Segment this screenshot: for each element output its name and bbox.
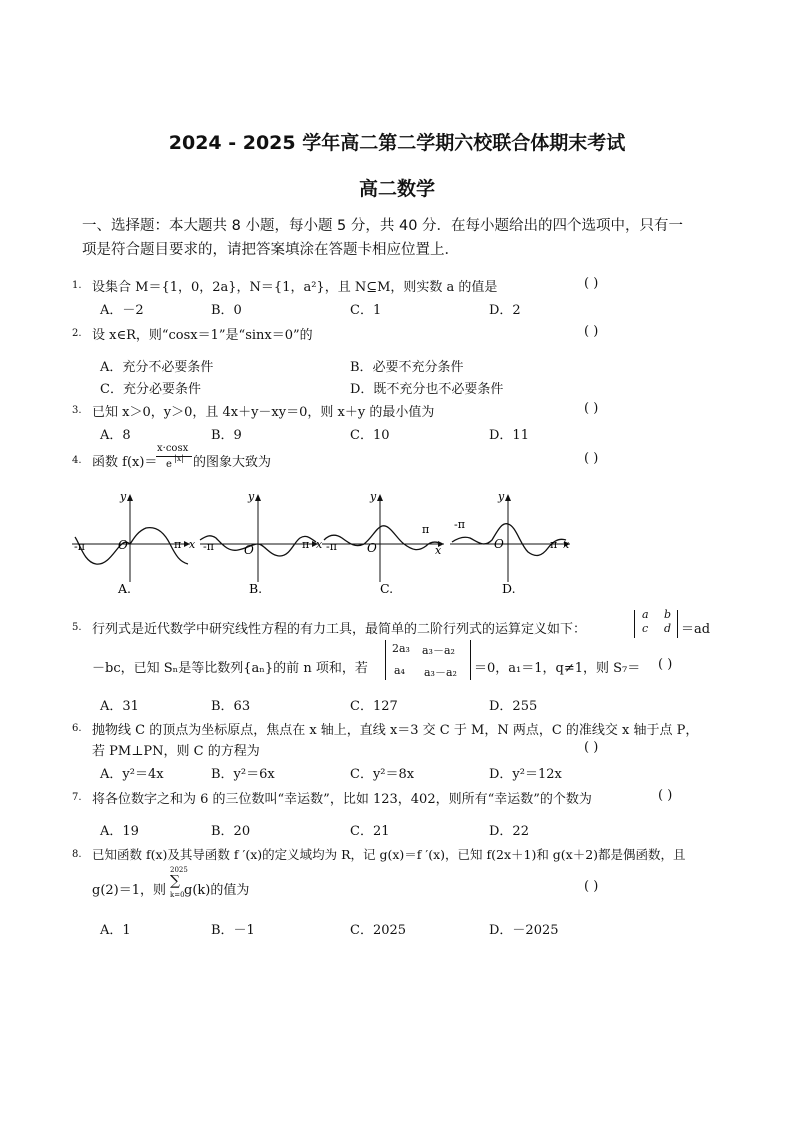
q4-fraction-denominator: e	[166, 459, 172, 470]
section-intro-line1: 一、选择题：本大题共 8 小题，每小题 5 分，共 40 分．在每小题给出的四个选项中，只有一	[82, 218, 684, 234]
q3-option-b: B．9	[211, 428, 242, 443]
graph-a-label: A.	[118, 581, 132, 596]
graph-a-neg-pi: -π	[74, 540, 85, 553]
q1-option-a: A．－2	[100, 303, 144, 318]
q5-number: 5.	[72, 622, 82, 633]
q4-answer-paren: ( )	[584, 451, 599, 466]
q8-option-a: A．1	[100, 923, 131, 938]
graph-c-label: C.	[380, 581, 394, 596]
q3-answer-paren: ( )	[584, 401, 599, 416]
q2-option-d: D．既不充分也不必要条件	[350, 382, 504, 397]
graph-d-y: y	[498, 490, 505, 503]
graph-c-neg-pi: -π	[326, 540, 337, 553]
graph-c-x: x	[435, 544, 442, 557]
q5-stem-line2-post: ＝0，a₁＝1，q≠1，则 S₇＝	[474, 661, 641, 676]
graph-a	[72, 490, 196, 596]
q7-option-d: D．22	[489, 824, 529, 839]
graph-c-origin: O	[367, 541, 377, 555]
graph-b-label: B.	[249, 581, 263, 596]
q4-stem-post: 的图象大致为	[193, 455, 272, 470]
q4-number: 4.	[72, 455, 82, 466]
q5-det2-a21: a₄	[394, 664, 405, 677]
q4-fraction-exponent: |x|	[174, 454, 184, 463]
q2-answer-paren: ( )	[584, 324, 599, 339]
graph-a-pi: π	[174, 538, 182, 551]
q5-det1-b: b	[664, 608, 672, 621]
q1-answer-paren: ( )	[584, 276, 599, 291]
q7-number: 7.	[72, 792, 82, 803]
q8-stem-line2-pre: g(2)＝1，则	[92, 883, 167, 898]
graph-c-y: y	[370, 490, 377, 503]
q7-answer-paren: ( )	[658, 788, 673, 803]
q3-number: 3.	[72, 405, 82, 416]
q5-det2-a11: 2a₃	[392, 642, 410, 655]
q6-option-b: B．y²＝6x	[211, 767, 275, 782]
q5-det1-d: d	[664, 622, 672, 635]
q1-option-d: D．2	[489, 303, 521, 318]
q4-fraction-numerator: x·cosx	[157, 443, 189, 454]
q5-det1-rhs: ＝ad	[681, 622, 711, 637]
q2-option-a: A．充分不必要条件	[100, 360, 214, 375]
q5-stem-line1: 行列式是近代数学中研究线性方程的有力工具，最简单的二阶行列式的运算定义如下：	[92, 622, 587, 637]
subject-title: 高二数学	[358, 178, 435, 200]
q7-option-a: A．19	[100, 824, 139, 839]
graph-d-neg-pi: -π	[454, 518, 465, 531]
q2-stem: 设 x∈R，则“cosx＝1”是“sinx＝0”的	[92, 328, 313, 343]
q8-option-c: C．2025	[350, 923, 407, 938]
q8-number: 8.	[72, 849, 82, 860]
graph-d-label: D.	[502, 581, 516, 596]
q3-option-c: C．10	[350, 428, 390, 443]
graph-a-x: x	[189, 538, 196, 551]
q8-sum-upper: 2025	[170, 866, 188, 874]
q3-option-d: D．11	[489, 428, 529, 443]
graph-d	[450, 490, 570, 596]
q5-option-d: D．255	[489, 699, 538, 714]
q8-stem-line2-post: g(k)的值为	[184, 883, 250, 898]
q8-option-b: B．－1	[211, 923, 255, 938]
graph-b-x: x	[316, 538, 323, 551]
q8-option-d: D．－2025	[489, 923, 559, 938]
graph-b	[200, 490, 323, 596]
graph-b-origin: O	[244, 543, 254, 557]
q5-option-c: C．127	[350, 699, 398, 714]
q7-option-c: C．21	[350, 824, 390, 839]
graph-b-y: y	[248, 490, 255, 503]
q8-answer-paren: ( )	[584, 879, 599, 894]
graph-d-pi: π	[550, 538, 558, 551]
q6-option-d: D．y²＝12x	[489, 767, 562, 782]
graph-a-origin: O	[118, 538, 128, 552]
q7-stem: 将各位数字之和为 6 的三位数叫“幸运数”，比如 123，402，则所有“幸运数”的个数为	[92, 792, 592, 807]
q8-sum-lower: k=0	[170, 891, 185, 899]
q6-answer-paren: ( )	[584, 740, 599, 755]
q5-option-b: B．63	[211, 699, 251, 714]
q4-stem-pre: 函数 f(x)＝	[92, 455, 158, 470]
q3-option-a: A．8	[100, 428, 131, 443]
graph-b-neg-pi: -π	[203, 540, 214, 553]
q5-determinant-2	[385, 640, 471, 680]
q1-number: 1.	[72, 280, 82, 291]
graph-b-pi: π	[302, 538, 310, 551]
q8-sum-sigma: ∑	[170, 873, 180, 889]
section-intro-line2: 项是符合题目要求的，请把答案填涂在答题卡相应位置上．	[82, 242, 459, 258]
q1-option-c: C．1	[350, 303, 382, 318]
q5-det2-a12: a₃－a₂	[422, 644, 455, 657]
q5-det1-c: c	[642, 622, 649, 635]
q4-function-graphs	[60, 482, 590, 602]
q5-determinant-1	[634, 610, 678, 638]
q6-stem-line2: 若 PM⊥PN，则 C 的方程为	[92, 744, 260, 759]
q3-stem: 已知 x＞0，y＞0，且 4x＋y－xy＝0，则 x＋y 的最小值为	[92, 405, 435, 420]
q5-det1-a: a	[642, 608, 649, 621]
q2-option-c: C．充分必要条件	[100, 382, 201, 397]
q6-stem-line1: 抛物线 C 的顶点为坐标原点，焦点在 x 轴上，直线 x＝3 交 C 于 M，N 两点，C 的准线交 x 轴于点 P，	[92, 723, 699, 738]
q7-option-b: B．20	[211, 824, 251, 839]
q2-number: 2.	[72, 328, 82, 339]
graph-a-y: y	[120, 490, 127, 503]
graph-c	[322, 490, 444, 596]
q1-stem: 设集合 M＝{1，0，2a}，N＝{1，a²}，且 N⊆M，则实数 a 的值是	[92, 280, 498, 295]
graph-d-origin: O	[494, 537, 504, 551]
q2-option-b: B．必要不充分条件	[350, 360, 464, 375]
q6-option-a: A．y²＝4x	[100, 767, 164, 782]
q6-number: 6.	[72, 723, 82, 734]
graph-c-pi: π	[422, 523, 430, 536]
q8-stem-line1: 已知函数 f(x)及其导函数 f ′(x)的定义域均为 R，记 g(x)＝f ′(x)，已知 f(2x＋1)和 g(x＋2)都是偶函数，且	[92, 847, 686, 862]
q5-answer-paren: ( )	[658, 657, 673, 672]
q5-det2-a22: a₃－a₂	[424, 666, 457, 679]
graph-d-x: x	[563, 538, 570, 551]
q5-stem-line2-pre: －bc，已知 Sₙ是等比数列{aₙ}的前 n 项和，若	[92, 661, 368, 676]
q5-option-a: A．31	[100, 699, 139, 714]
q1-option-b: B．0	[211, 303, 242, 318]
q6-option-c: C．y²＝8x	[350, 767, 415, 782]
exam-title: 2024 - 2025 学年高二第二学期六校联合体期末考试	[168, 132, 626, 154]
